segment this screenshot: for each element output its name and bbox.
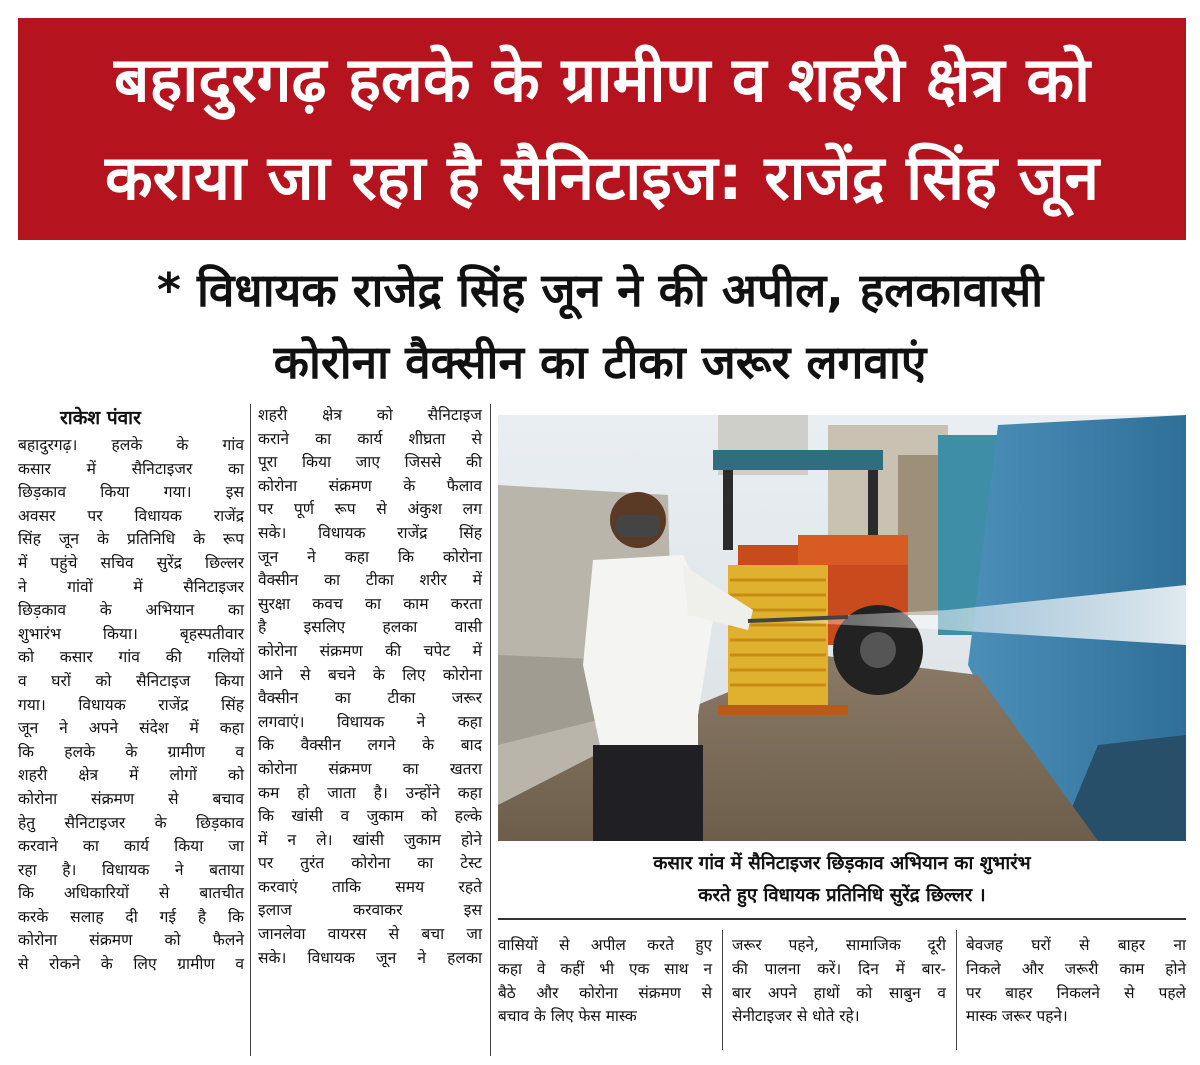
column-divider <box>956 930 957 1050</box>
article-line: शुभारंभ किया। बृहस्पतीवार <box>18 624 244 643</box>
article-column-5 <box>966 934 1186 1029</box>
headline-banner <box>18 18 1186 240</box>
article-line: करवाएं ताकि समय रहते <box>258 877 482 896</box>
article-line: कोरोना संक्रमण की चपेट में <box>258 641 482 660</box>
article-line: पर तुरंत कोरोना का टेस्ट <box>258 854 482 873</box>
article-line: करवाने का कार्य किया जा <box>18 837 244 856</box>
article-line: शहरी क्षेत्र को सैनिटाइज <box>258 406 482 424</box>
article-line: सके। विधायक जून ने हलका <box>258 948 482 967</box>
article-line: गया। विधायक राजेंद्र सिंह <box>18 695 244 714</box>
article-line: बेवजह घरों से बाहर ना <box>966 936 1186 954</box>
sanitizer-spraying-photo <box>498 415 1186 841</box>
caption-line-2: करते हुए विधायक प्रतिनिधि सुरेंद्र छिल्लर । <box>698 885 986 906</box>
article-line: छिड़काव किया गया। इस <box>18 483 244 502</box>
article-line: को कसार गांव की गलियों <box>18 648 244 667</box>
article-line: अवसर पर विधायक राजेंद्र <box>18 506 244 525</box>
article-line: कोरोना संक्रमण के फैलाव <box>258 476 482 495</box>
article-line: कि हलके के ग्रामीण व <box>18 742 244 761</box>
article-line: कि वैक्सीन लगने के बाद <box>258 736 482 755</box>
article-line: जून ने अपने संदेश में कहा <box>18 719 244 738</box>
article-line: से रोकने के लिए ग्रामीण व <box>18 955 244 974</box>
subheadline-line-2: कोरोना वैक्सीन का टीका जरूर लगवाएं <box>273 335 927 389</box>
article-column-1 <box>18 434 244 977</box>
article-line: वैक्सीन का टीका जरूर <box>258 689 482 708</box>
article-line: कोरोना संक्रमण से बचाव <box>18 789 244 808</box>
caption-line-1: कसार गांव में सैनिटाइजर छिड़काव अभियान का शुभारंभ <box>653 853 1031 874</box>
article-line: पर बाहर निकलने से पहले <box>966 983 1186 1002</box>
article-line: मास्क जरूर पहने। <box>966 1007 1068 1026</box>
headline-line-1: बहादुरगढ़ हलके के ग्रामीण व शहरी क्षेत्र को <box>113 43 1091 116</box>
caption-divider <box>498 918 1186 920</box>
article-line: बार अपने हाथों को साबुन व <box>732 983 946 1002</box>
column-divider <box>490 404 491 1056</box>
article-line: कम हो जाता है। उन्होंने कहा <box>258 783 482 802</box>
article-line: रहा है। विधायक ने बताया <box>18 860 244 879</box>
subheadline-line-1: * विधायक राजेद्र सिंह जून ने की अपील, हलकावासी <box>156 263 1044 317</box>
article-line: सिंह जून के प्रतिनिधि के रूप <box>18 530 244 549</box>
article-line: में पहुंचे सचिव सुरेंद्र छिल्लर <box>18 553 244 572</box>
article-line: पर पूर्ण रूप से अंकुश लग <box>258 500 482 519</box>
article-line: आने से बचने के लिए कोरोना <box>258 665 482 684</box>
article-line: कराने का कार्य शीघ्रता से <box>258 429 482 448</box>
article-line: इलाज करवाकर इस <box>258 901 482 920</box>
article-line: जून ने कहा कि कोरोना <box>258 547 482 566</box>
article-line: बचाव के लिए फेस मास्क <box>498 1007 637 1026</box>
article-line: निकले और जरूरी काम होने <box>966 959 1186 978</box>
article-line: है इसलिए हलका वासी <box>258 618 482 637</box>
article-line: सके। विधायक राजेंद्र सिंह <box>258 523 482 542</box>
article-line: सेनीटाइजर से धोते रहे। <box>732 1007 860 1026</box>
article-line: जानलेवा वायरस से बचा जा <box>258 925 482 944</box>
article-line: सुरक्षा कवच का काम करता <box>258 594 482 613</box>
article-line: वासियों से अपील करते हुए <box>498 936 712 954</box>
article-line: कि अधिकारियों से बातचीत <box>18 884 244 903</box>
column-divider <box>722 930 723 1050</box>
article-column-3 <box>498 934 712 1029</box>
article-photo <box>498 415 1186 841</box>
article-line: ने गांवों में सैनिटाइजर <box>18 577 244 596</box>
article-line: पूरा किया जाए जिससे की <box>258 453 482 472</box>
article-line: में न ले। खांसी जुकाम होने <box>258 830 482 849</box>
article-line: बहादुरगढ़। हलके के गांव <box>18 436 244 454</box>
photo-caption <box>498 848 1186 912</box>
article-column-4 <box>732 934 946 1029</box>
article-column-2 <box>258 404 482 970</box>
article-line: कहा वे कहीं भी एक साथ न <box>498 959 712 978</box>
headline-line-2: कराया जा रहा है सैनिटाइज: राजेंद्र सिंह जून <box>104 141 1100 214</box>
column-divider <box>250 404 251 1056</box>
article-line: कोरोना संक्रमण को फैलने <box>18 931 244 950</box>
article-line: शहरी क्षेत्र में लोगों को <box>18 766 244 785</box>
article-line: कि खांसी व जुकाम को हल्के <box>258 807 482 826</box>
article-line: हेतु सैनिटाइजर के छिड़काव <box>18 813 244 832</box>
article-line: छिड़काव के अभियान का <box>18 601 244 620</box>
article-line: कोरोना संक्रमण का खतरा <box>258 759 482 778</box>
article-line: व घरों को सैनिटाइज किया <box>18 671 244 690</box>
article-line: जरूर पहने, सामाजिक दूरी <box>732 936 946 954</box>
article-line: वैक्सीन का टीका शरीर में <box>258 571 482 590</box>
byline: राकेश पंवार <box>60 407 141 429</box>
article-line: की पालना करें। दिन में बार- <box>732 959 946 978</box>
article-line: लगवाएं। विधायक ने कहा <box>258 712 482 731</box>
article-line: कसार में सैनिटाइजर का <box>18 459 244 478</box>
article-line: करके सलाह दी गई है कि <box>18 907 244 926</box>
article-line: बैठे और कोरोना संक्रमण से <box>498 983 712 1002</box>
subheadline <box>0 254 1200 398</box>
